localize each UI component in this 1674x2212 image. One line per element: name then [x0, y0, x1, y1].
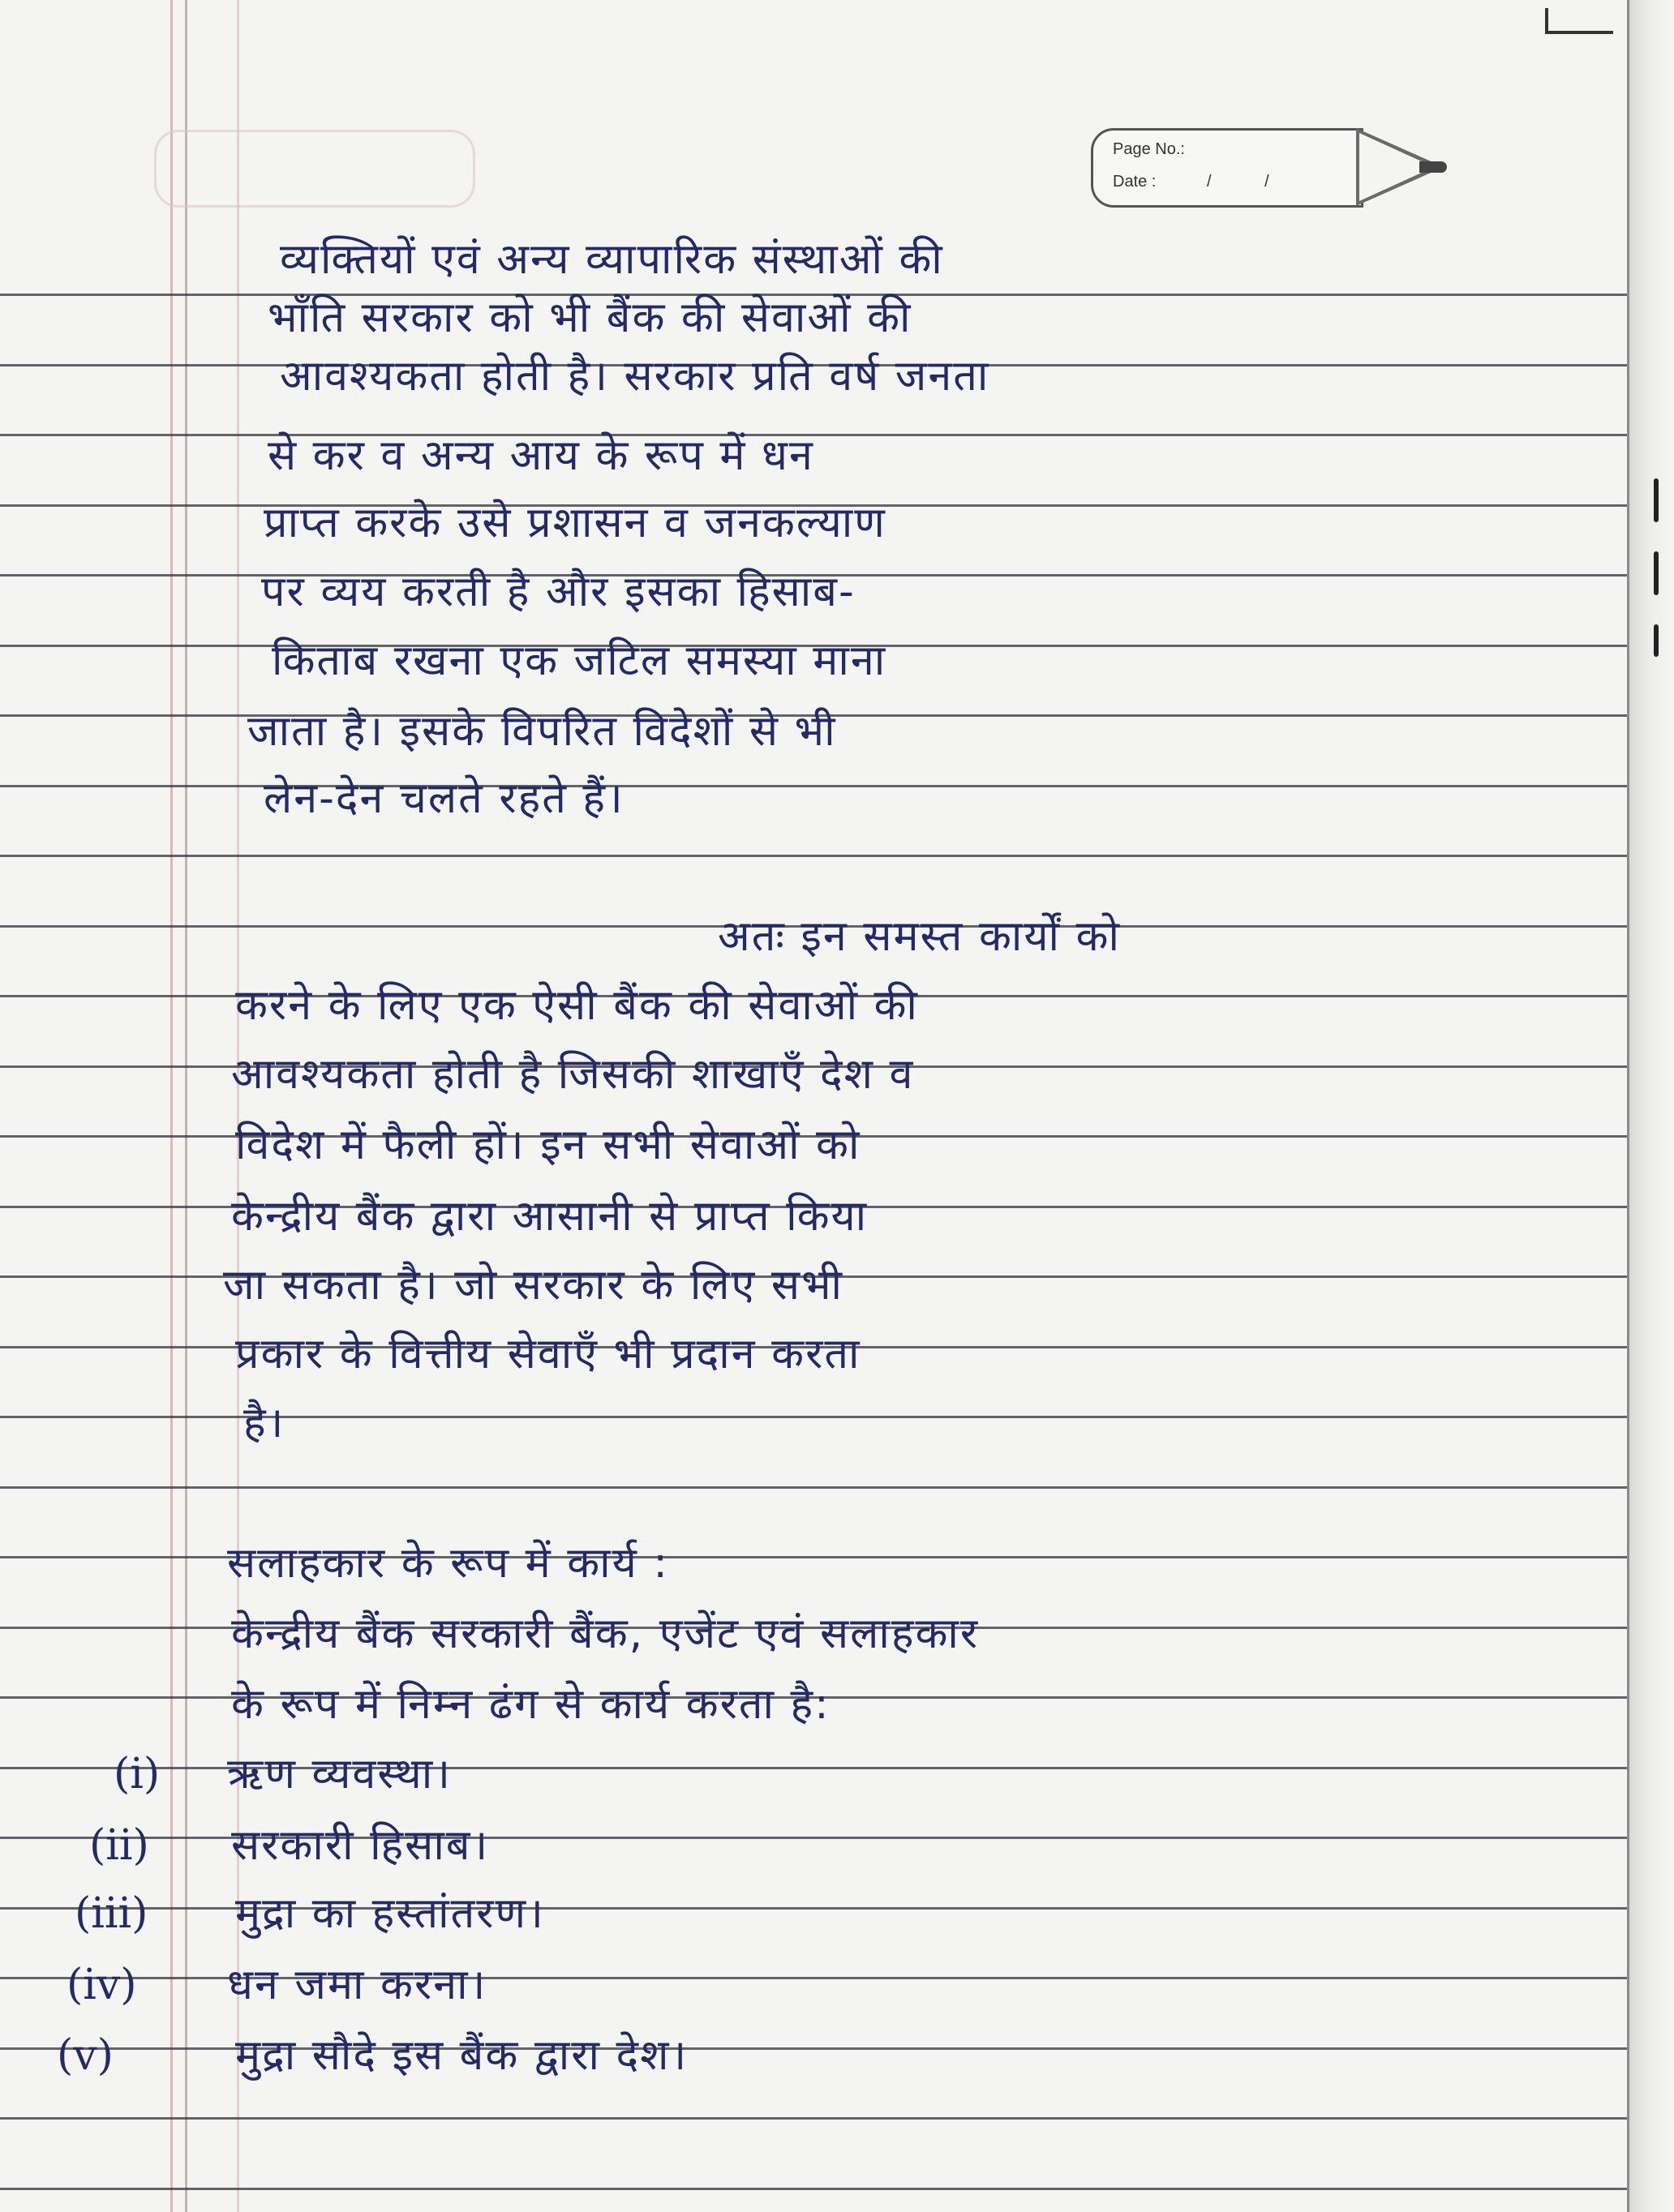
list-number: (iii) [75, 1889, 148, 1938]
text-line: लेन-देन चलते रहते हैं। [264, 774, 625, 823]
text-line: व्यक्तियों एवं अन्य व्यापारिक संस्थाओं की [280, 235, 944, 284]
date-label: Date : [1113, 173, 1157, 191]
bleed-through-box [154, 130, 475, 208]
text-line: जाता है। इसके विपरित विदेशों से भी [247, 707, 837, 756]
text-line: जा सकता है। जो सरकार के लिए सभी [223, 1261, 844, 1310]
text-line: भाँति सरकार को भी बैंक की सेवाओं की [268, 294, 912, 342]
text-line: केन्द्रीय बैंक द्वारा आसानी से प्राप्त किया [231, 1192, 869, 1241]
ruled-line [0, 855, 1674, 857]
margin-line [185, 0, 187, 2212]
section-heading: सलाहकार के रूप में कार्य : [227, 1539, 669, 1588]
corner-mark [1545, 8, 1613, 34]
list-item: सरकारी हिसाब। [231, 1821, 490, 1870]
list-item: मुद्रा का हस्तांतरण। [235, 1889, 545, 1938]
text-line: आवश्यकता होती है। सरकार प्रति वर्ष जनता [280, 352, 990, 401]
margin-line [170, 0, 173, 2212]
date-value: / / [1207, 173, 1294, 191]
list-item: ऋण व्यवस्था। [227, 1750, 452, 1798]
text-line: अतः इन समस्त कार्यों को [718, 912, 1121, 961]
ruled-line [0, 434, 1674, 436]
list-number: (i) [114, 1750, 161, 1798]
text-line: केन्द्रीय बैंक सरकारी बैंक, एजेंट एवं सलाहकार [231, 1610, 980, 1658]
ruled-line [0, 1486, 1674, 1489]
list-number: (iv) [67, 1961, 137, 2009]
text-line: प्राप्त करके उसे प्रशासन व जनकल्याण [264, 499, 886, 547]
text-line: के रूप में निम्न ढंग से कार्य करता है: [231, 1680, 831, 1729]
ruled-line [0, 785, 1674, 787]
ruled-line [0, 2188, 1674, 2190]
text-line: पर व्यय करती है और इसका हिसाब- [261, 568, 856, 616]
page-info-box [1091, 128, 1363, 208]
text-line: विदेश में फैली हों। इन सभी सेवाओं को [235, 1121, 861, 1169]
text-line: प्रकार के वित्तीय सेवाएँ भी प्रदान करता [235, 1330, 861, 1378]
edge-mark [1654, 624, 1659, 657]
text-line: से कर व अन्य आय के रूप में धन [268, 431, 814, 480]
pencil-tip-icon [1419, 161, 1447, 173]
list-item: मुद्रा सौदे इस बैंक द्वारा देश। [235, 2031, 689, 2080]
text-line: किताब रखना एक जटिल समस्या माना [272, 637, 887, 685]
edge-mark [1654, 478, 1659, 522]
list-number: (ii) [89, 1821, 149, 1870]
text-line: आवश्यकता होती है जिसकी शाखाएँ देश व [231, 1050, 915, 1099]
edge-mark [1654, 551, 1659, 595]
list-number: (v) [57, 2031, 114, 2080]
text-line: करने के लिए एक ऐसी बैंक की सेवाओं की [235, 981, 919, 1030]
text-line: है। [243, 1399, 285, 1447]
ruled-line [0, 2117, 1674, 2120]
page-edge [1627, 0, 1674, 2212]
margin-line [237, 0, 239, 2212]
list-item: धन जमा करना। [227, 1961, 487, 2009]
page-no-label: Page No.: [1113, 140, 1185, 158]
